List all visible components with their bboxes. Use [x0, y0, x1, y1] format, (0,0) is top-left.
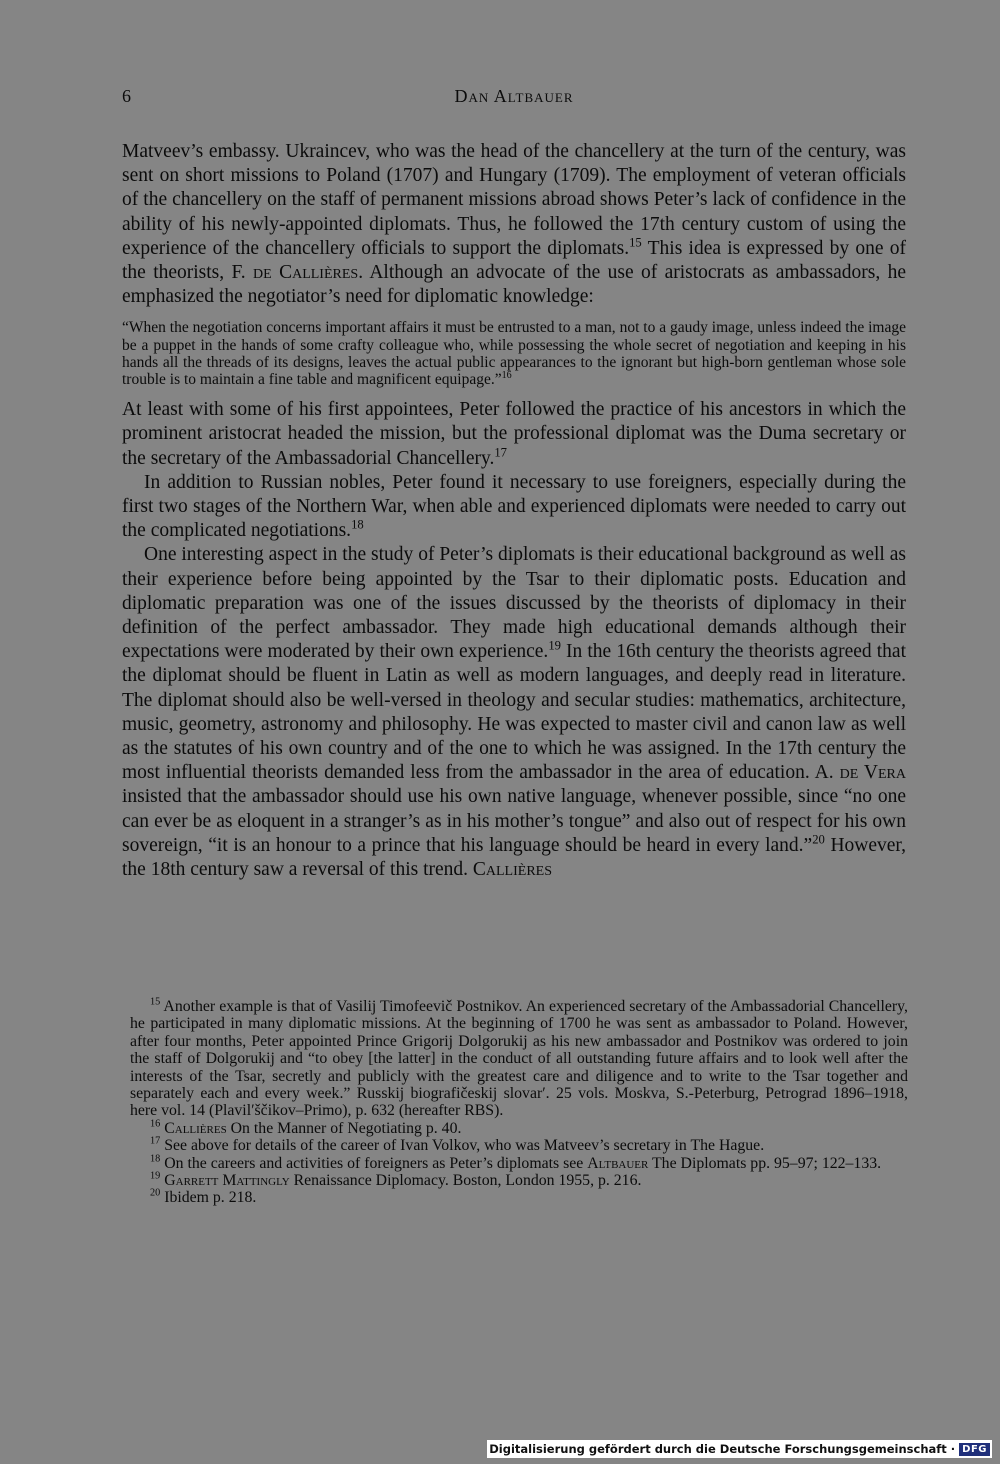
digitization-credit [487, 1440, 992, 1458]
footnote-number: 16 [150, 1118, 161, 1130]
footnote-20 [130, 1189, 908, 1206]
footnote-pre: On the careers and activities of foreigners as Peter’s diplomats see [160, 1154, 588, 1172]
footnote-text: Another example is that of Vasilij Timofeevič Postnikov. An experienced secretary of the Ambassadorial Chancellery, he participated in many diplomatic missions. At the beginning of 1700 he was sent as ambassador to Poland. However, after four months, Peter appointed Prince Grigorij Dolgorukij as his new ambassador and Postnikov was ordered to join the staff of Dolgorukij and “to obey [the latter] in the conduct of all outstanding future affairs and to look well after the interests of the Tsar, secretly and publicly with the greatest care and diligence and to write to the Tsar together and separately each and every week.” Russkij biografičeskij slovar′. 25 vols. Moskva, S.-Peterburg, Petrograd 1896–1918, here vol. 14 (Plavil′ščikov–Primo), p. 632 (hereafter RBS). [130, 998, 908, 1120]
main-text [122, 140, 906, 882]
footnote-author: Callières [164, 1119, 227, 1137]
footnote-text: Renaissance Diplomacy. Boston, London 1955, p. 216. [289, 1172, 642, 1190]
footnote-18 [130, 1155, 908, 1172]
page-number: 6 [122, 86, 131, 106]
footnote-ref-16: 16 [501, 369, 512, 381]
paragraph-1-text-end: . Although an advocate of the use of aristocrats as ambassadors, he emphasized the negotiator’s need for diplomatic knowledge: [122, 262, 906, 308]
footnote-ref-18: 18 [351, 517, 364, 532]
footnote-ref-17: 17 [494, 445, 507, 460]
paragraph-4-text: One interesting aspect in the study of Peter’s diplomats is their educational background as well as their experience before being appointed by the Tsar to their diplomatic posts. Education and diplomatic preparation was one of the issues discussed by the theorists of diplomacy in their definition of the perfect ambassador. They made high educational demands although their expectations were moderated by their own experience. [122, 544, 906, 663]
quote-text: “When the negotiation concerns important affairs it must be entrusted to a man, not to a gaudy image, unless indeed the image be a puppet in the hands of some crafty colleague who, while possessing the whole secret of negotiation and keeping in his hands all the threads of its designs, leaves the actual public appearances to the ignorant but high-born gentleman whose sole trouble is to maintain a fine table and magnificent equipage.” [122, 319, 906, 389]
author-name-callieres-2: Callières [472, 859, 553, 881]
footnote-author: Altbauer [587, 1154, 649, 1172]
footnote-number: 18 [150, 1153, 161, 1165]
paragraph-2-text: At least with some of his first appointees, Peter followed the practice of his ancestors in which the prominent aristocrat headed the mission, but the professional diplomat was the Duma secretary or the secretary of the Ambassadorial Chancellery. [122, 399, 906, 469]
paragraph-1-text-cont: This idea is expressed by one of the theorists, F. [122, 237, 906, 284]
footnote-17 [130, 1137, 908, 1154]
footnote-16 [130, 1120, 908, 1137]
paragraph-1 [122, 140, 906, 309]
paragraph-4-text-cont: In the 16th century the theorists agreed that the diplomat should be fluent in Latin as well as modern languages, and deeply read in literature. The diplomat should also be well-versed in theology and secular studies: mathematics, architecture, music, geometry, astronomy and philosophy. He was expected to master civil and canon law as well as the statutes of his own country and of the one to which he was assigned. In the 17th century the most influential theorists demanded less from the ambassador in the area of education. A. [122, 641, 906, 784]
footnote-ref-19: 19 [548, 638, 561, 653]
footnote-number: 20 [150, 1188, 161, 1200]
paragraph-4-text-end: However, the 18th century saw a reversal of this trend. [122, 834, 907, 881]
footnote-19 [130, 1172, 908, 1189]
paragraph-3 [122, 471, 906, 544]
paragraph-2 [122, 398, 906, 471]
dfg-logo: DFG [959, 1443, 990, 1456]
footnote-number: 15 [150, 996, 161, 1008]
footnote-ref-15: 15 [629, 235, 642, 250]
footnote-author: Garrett Mattingly [164, 1172, 290, 1190]
paragraph-4 [122, 543, 906, 882]
page-header [122, 86, 906, 116]
paragraph-4-text-quote: insisted that the ambassador should use his own native language, whenever possible, since “no one can ever be as eloquent in a stranger’s as in his mother’s tongue” and also out of respect for his own sovereign, “it is an honour to a prince that his language should be heard in every land.” [122, 786, 906, 856]
author-name-vera: de Vera [839, 762, 906, 784]
running-head: Dan Altbauer [454, 86, 574, 106]
footnote-text: The Diplomats pp. 95–97; 122–133. [648, 1154, 882, 1172]
footnote-number: 17 [150, 1135, 161, 1147]
paragraph-3-text: In addition to Russian nobles, Peter found it necessary to use foreigners, especially during the first two stages of the Northern War, when able and experienced diplomats were needed to carry out the complicated negotiations. [122, 471, 906, 542]
footnote-number: 19 [150, 1170, 161, 1182]
footnote-text: On the Manner of Negotiating p. 40. [226, 1119, 462, 1137]
footnote-text: See above for details of the career of Ivan Volkov, who was Matveev’s secretary in The Hague. [160, 1137, 765, 1155]
credit-text: Digitalisierung gefördert durch die Deutsche Forschungsgemeinschaft · [489, 1442, 956, 1456]
footnote-15 [130, 998, 908, 1120]
paragraph-1-text: Matveev’s embassy. Ukraincev, who was the head of the chancellery at the turn of the century, was sent on short missions to Poland (1707) and Hungary (1709). The employment of veteran officials of the chancellery on the staff of permanent missions abroad shows Peter’s lack of confidence in the ability of his newly-appointed diplomats. Thus, he followed the 17th century custom of using the experience of the chancellery officials to support the diplomats. [122, 141, 906, 259]
footnote-text: Ibidem p. 218. [160, 1189, 257, 1207]
block-quote [122, 319, 906, 388]
author-name-callieres: de Callières [253, 262, 359, 284]
footnotes [130, 998, 908, 1207]
footnote-ref-20: 20 [812, 832, 825, 847]
